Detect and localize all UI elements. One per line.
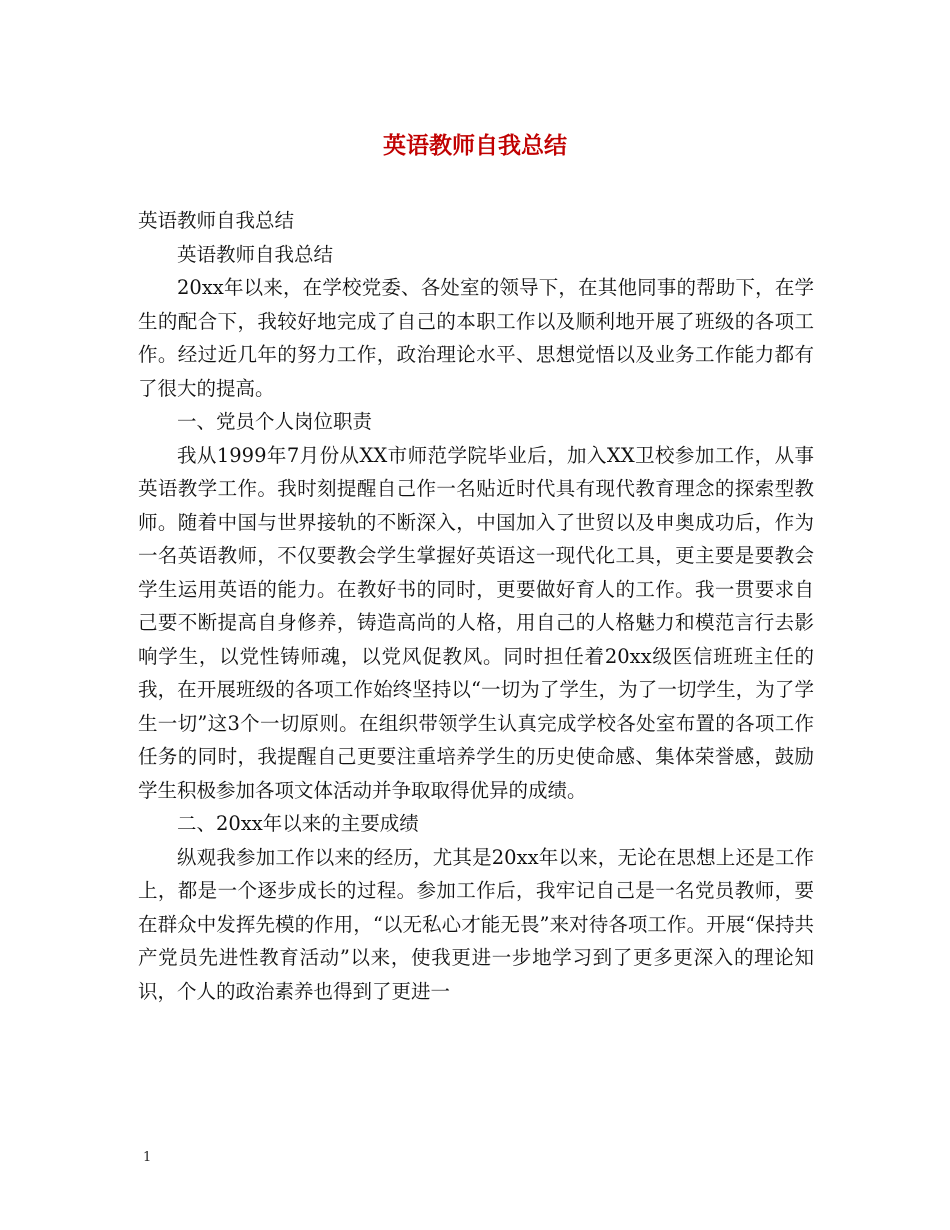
document-title: 英语教师自我总结 — [383, 132, 567, 159]
paragraph-intro: 20xx年以来，在学校党委、各处室的领导下，在其他同事的帮助下，在学生的配合下，我较好地完成了自己的本职工作以及顺利地开展了班级的各项工作。经过近几年的努力工作，政治理论水平、思想觉悟以及业务工作能力都有了很大的提高。 — [138, 276, 814, 400]
paragraph-heading: 英语教师自我总结 — [177, 242, 334, 266]
paragraph-section-2: 纵观我参加工作以来的经历，尤其是20xx年以来，无论在思想上还是工作上，都是一个逐步成长的过程。参加工作后，我牢记自己是一名党员教师，要在群众中发挥先模的作用，“以无私心才能无畏”来对待各项工作。开展“保持共产党员先进性教育活动”以来，使我更进一步地学习到了更多更深入的理论知识，个人的政治素养也得到了更进一 — [138, 845, 814, 1003]
document-body — [138, 204, 814, 1008]
section-heading-2: 二、20xx年以来的主要成绩 — [177, 812, 419, 835]
page-number: 1 — [143, 1150, 152, 1165]
paragraph-subtitle: 英语教师自我总结 — [138, 209, 295, 232]
section-heading-1: 一、党员个人岗位职责 — [177, 410, 373, 433]
paragraph-section-1: 我从1999年7月份从XX市师范学院毕业后，加入XX卫校参加工作，从事英语教学工作。我时刻提醒自己作一名贴近时代具有现代教育理念的探索型教师。随着中国与世界接轨的不断深入，中国加入了世贸以及申奥成功后，作为一名英语教师，不仅要教会学生掌握好英语这一现代化工具，更主要是要教会学生运用英语的能力。在教好书的同时，更要做好育人的工作。我一贯要求自己要不断提高自身修养，铸造高尚的人格，用自己的人格魅力和模范言行去影响学生，以党性铸师魂，以党风促教风。同时担任着20xx级医信班班主任的我，在开展班级的各项工作始终坚持以“一切为了学生，为了一切学生，为了学生一切”这3个一切原则。在组织带领学生认真完成学校各处室布置的各项工作任务的同时，我提醒自己更要注重培养学生的历史使命感、集体荣誉感，鼓励学生积极参加各项文体活动并争取取得优异的成绩。 — [138, 443, 814, 802]
